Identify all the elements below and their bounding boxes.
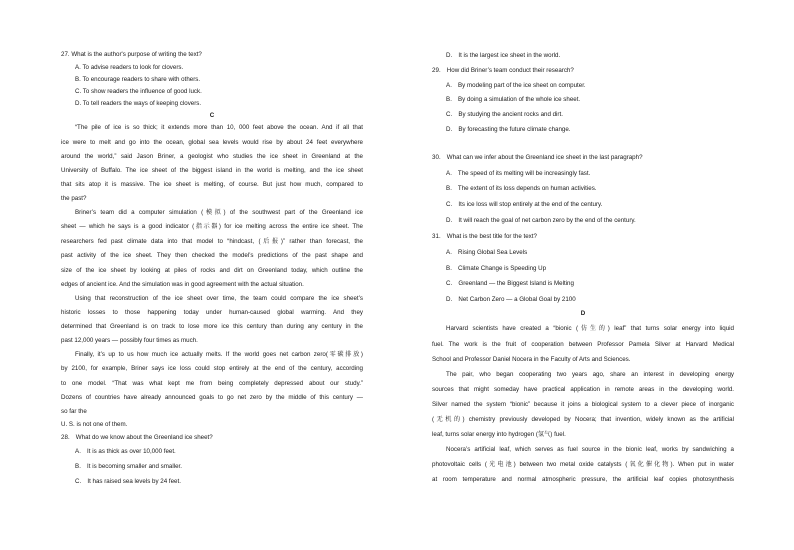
question-30-stem: 30． What can we infer about the Greenland ice sheet in the last paragraph? bbox=[432, 154, 643, 161]
passage-c-para3-line: Using that reconstruction of the ice sheet over time, the team could compare the ice sheet’s bbox=[75, 295, 363, 302]
passage-d-para2-line: The pair, who began cooperating two years ago, share an interest in developing energy bbox=[446, 371, 734, 378]
passage-c-para4-line: Dozens of countries have already announced goals to go net zero by the middle of this century — bbox=[61, 394, 363, 401]
question-28-stem: 28． What do we know about the Greenland ice sheet? bbox=[61, 434, 213, 441]
question-27-option-c: C. To show readers the influence of good luck. bbox=[75, 88, 202, 95]
passage-d-para1-line: School and Professor Daniel Nocera in the Faculty of Arts and Sciences. bbox=[432, 356, 631, 363]
passage-c-para1-line: “The pile of ice is so thick; it extends more than 10, 000 feet above the ocean. And if all that bbox=[75, 124, 363, 131]
question-30-option-d: D． It will reach the goal of net carbon zero by the end of the century. bbox=[446, 217, 636, 224]
question-29-option-c: C． By studying the ancient rocks and dirt. bbox=[446, 111, 563, 118]
question-28-option-c: C． It has raised sea levels by 24 feet. bbox=[75, 478, 181, 485]
question-30-option-c: C． Its ice loss will stop entirely at the end of the century. bbox=[446, 201, 603, 208]
question-27-option-d: D. To tell readers the ways of keeping clovers. bbox=[75, 100, 202, 107]
passage-c-para1-line: ice were to melt and go into the ocean, global sea levels would rise by about 24 feet everywhere bbox=[61, 139, 363, 146]
question-28-option-b: B． It is becoming smaller and smaller. bbox=[75, 463, 182, 470]
passage-c-para3-line: historic losses to those happening today under human-caused global warming. And they bbox=[61, 309, 363, 316]
passage-c-para1-line: around the world,” said Jason Briner, a geologist who studies the ice sheet in Greenland at the bbox=[61, 153, 363, 160]
question-29-option-b: B． By doing a simulation of the whole ice sheet. bbox=[446, 96, 581, 103]
right-column bbox=[397, 0, 794, 550]
passage-c-para4-line: by 2100, for example, Briner says ice loss could stop entirely at the end of the century, according bbox=[61, 365, 363, 372]
question-28-option-a: A． It is as thick as over 10,000 feet. bbox=[75, 448, 176, 455]
question-31-option-b: B． Climate Change is Speeding Up bbox=[446, 265, 547, 272]
passage-c-para2-line: researchers fed past climate data into that model to “hindcast, (后报)” rather than forecast, the bbox=[61, 238, 363, 245]
passage-d-para2-line: sources that might someday have practical application in remote areas in the developing world. bbox=[432, 386, 734, 393]
passage-c-para2-line: Briner’s team did a computer simulation (模拟) of the southwest part of the Greenland ice bbox=[75, 209, 363, 216]
passage-c-para4-line: Finally, it’s up to us how much ice actually melts. If the world goes net carbon zero(零碳排放) bbox=[75, 351, 363, 358]
passage-c-para1-line: University of Buffalo. The ice sheet of the biggest island in the world is melting, and the ice sheet bbox=[61, 167, 363, 174]
question-29-option-a: A． By modeling part of the ice sheet on computer. bbox=[446, 82, 586, 89]
passage-c-para1-line: the past? bbox=[61, 195, 87, 202]
passage-c-para4-line: so far the bbox=[61, 408, 87, 415]
passage-d-para3-line: at room temperature and normal atmospheric pressure, the artificial leaf copies photosynthesis bbox=[432, 476, 734, 483]
passage-c-para2-line: edges of ancient ice. And the simulation was in good agreement with the actual situation. bbox=[61, 281, 304, 288]
question-31-stem: 31． What is the best title for the text? bbox=[432, 233, 537, 240]
passage-c-para3-line: past 12,000 years — possibly four times as much. bbox=[61, 337, 198, 344]
question-30-option-b: B． The extent of its loss depends on human activities. bbox=[446, 185, 597, 192]
question-31-option-a: A． Rising Global Sea Levels bbox=[446, 249, 528, 256]
passage-d-para1-line: fuel. The work is the fruit of cooperation between Professor Pamela Silver at Harvard Medical bbox=[432, 341, 734, 348]
passage-c-para2-line: past activity of the ice sheet. They then checked the model’s predictions of the past shape and bbox=[61, 252, 363, 259]
passage-c-para4-line: U. S. is not one of them. bbox=[61, 421, 128, 428]
passage-d-para2-line: (无机的) chemistry previously developed by Nocera; that invention, widely known as the artificial bbox=[432, 416, 734, 423]
passage-d-para2-line: Silver named the system “bionic” because it joins a biological system to a clever piece of inorganic bbox=[432, 401, 734, 408]
passage-c-para2-line: sheet — which he says is a good indicator (指示器) for ice melting across the entire ice sheet. The bbox=[61, 223, 363, 230]
question-28-option-d: D． It is the largest ice sheet in the world. bbox=[446, 52, 561, 59]
passage-c-para4-line: to one model. “That was what kept me from being completely depressed about our study.” bbox=[61, 380, 363, 387]
passage-c-para2-line: size of the ice sheet by looking at piles of rocks and dirt on Greenland today, which outline the bbox=[61, 267, 363, 274]
section-c-heading: C bbox=[209, 112, 215, 119]
question-27-option-a: A. To advise readers to look for clovers. bbox=[75, 64, 184, 71]
passage-c-para1-line: that sits atop it is massive. The ice sheet is melting, of course. But just how much, compared to bbox=[61, 181, 363, 188]
passage-c-para3-line: determined that Greenland is on track to lose more ice this century than during any century in the bbox=[61, 323, 363, 330]
passage-d-para1-line: Harvard scientists have created a “bionic (仿生的) leaf” that turns solar energy into liquid bbox=[446, 325, 734, 332]
question-29-option-d: D． By forecasting the future climate change. bbox=[446, 126, 571, 133]
question-31-option-d: D． Net Carbon Zero — a Global Goal by 2100 bbox=[446, 296, 576, 303]
question-27-option-b: B. To encourage readers to share with others. bbox=[75, 76, 201, 83]
passage-d-para2-line: leaf, turns solar energy into hydrogen (氢气) fuel. bbox=[432, 431, 566, 438]
question-27-stem: 27. What is the author's purpose of writing the text? bbox=[61, 51, 202, 58]
passage-d-para3-line: photovoltaic cells (光电池) between two metal oxide catalysts (氧化催化物). When put in water bbox=[432, 461, 734, 468]
section-d-heading: D bbox=[580, 310, 586, 317]
question-29-stem: 29． How did Briner’s team conduct their research? bbox=[432, 67, 574, 74]
passage-d-para3-line: Nocera’s artificial leaf, which serves as fuel source in the bionic leaf, works by sandwiching a bbox=[446, 446, 734, 453]
question-31-option-c: C． Greenland — the Biggest Island is Melting bbox=[446, 280, 574, 287]
question-30-option-a: A． The speed of its melting will be increasingly fast. bbox=[446, 170, 591, 177]
